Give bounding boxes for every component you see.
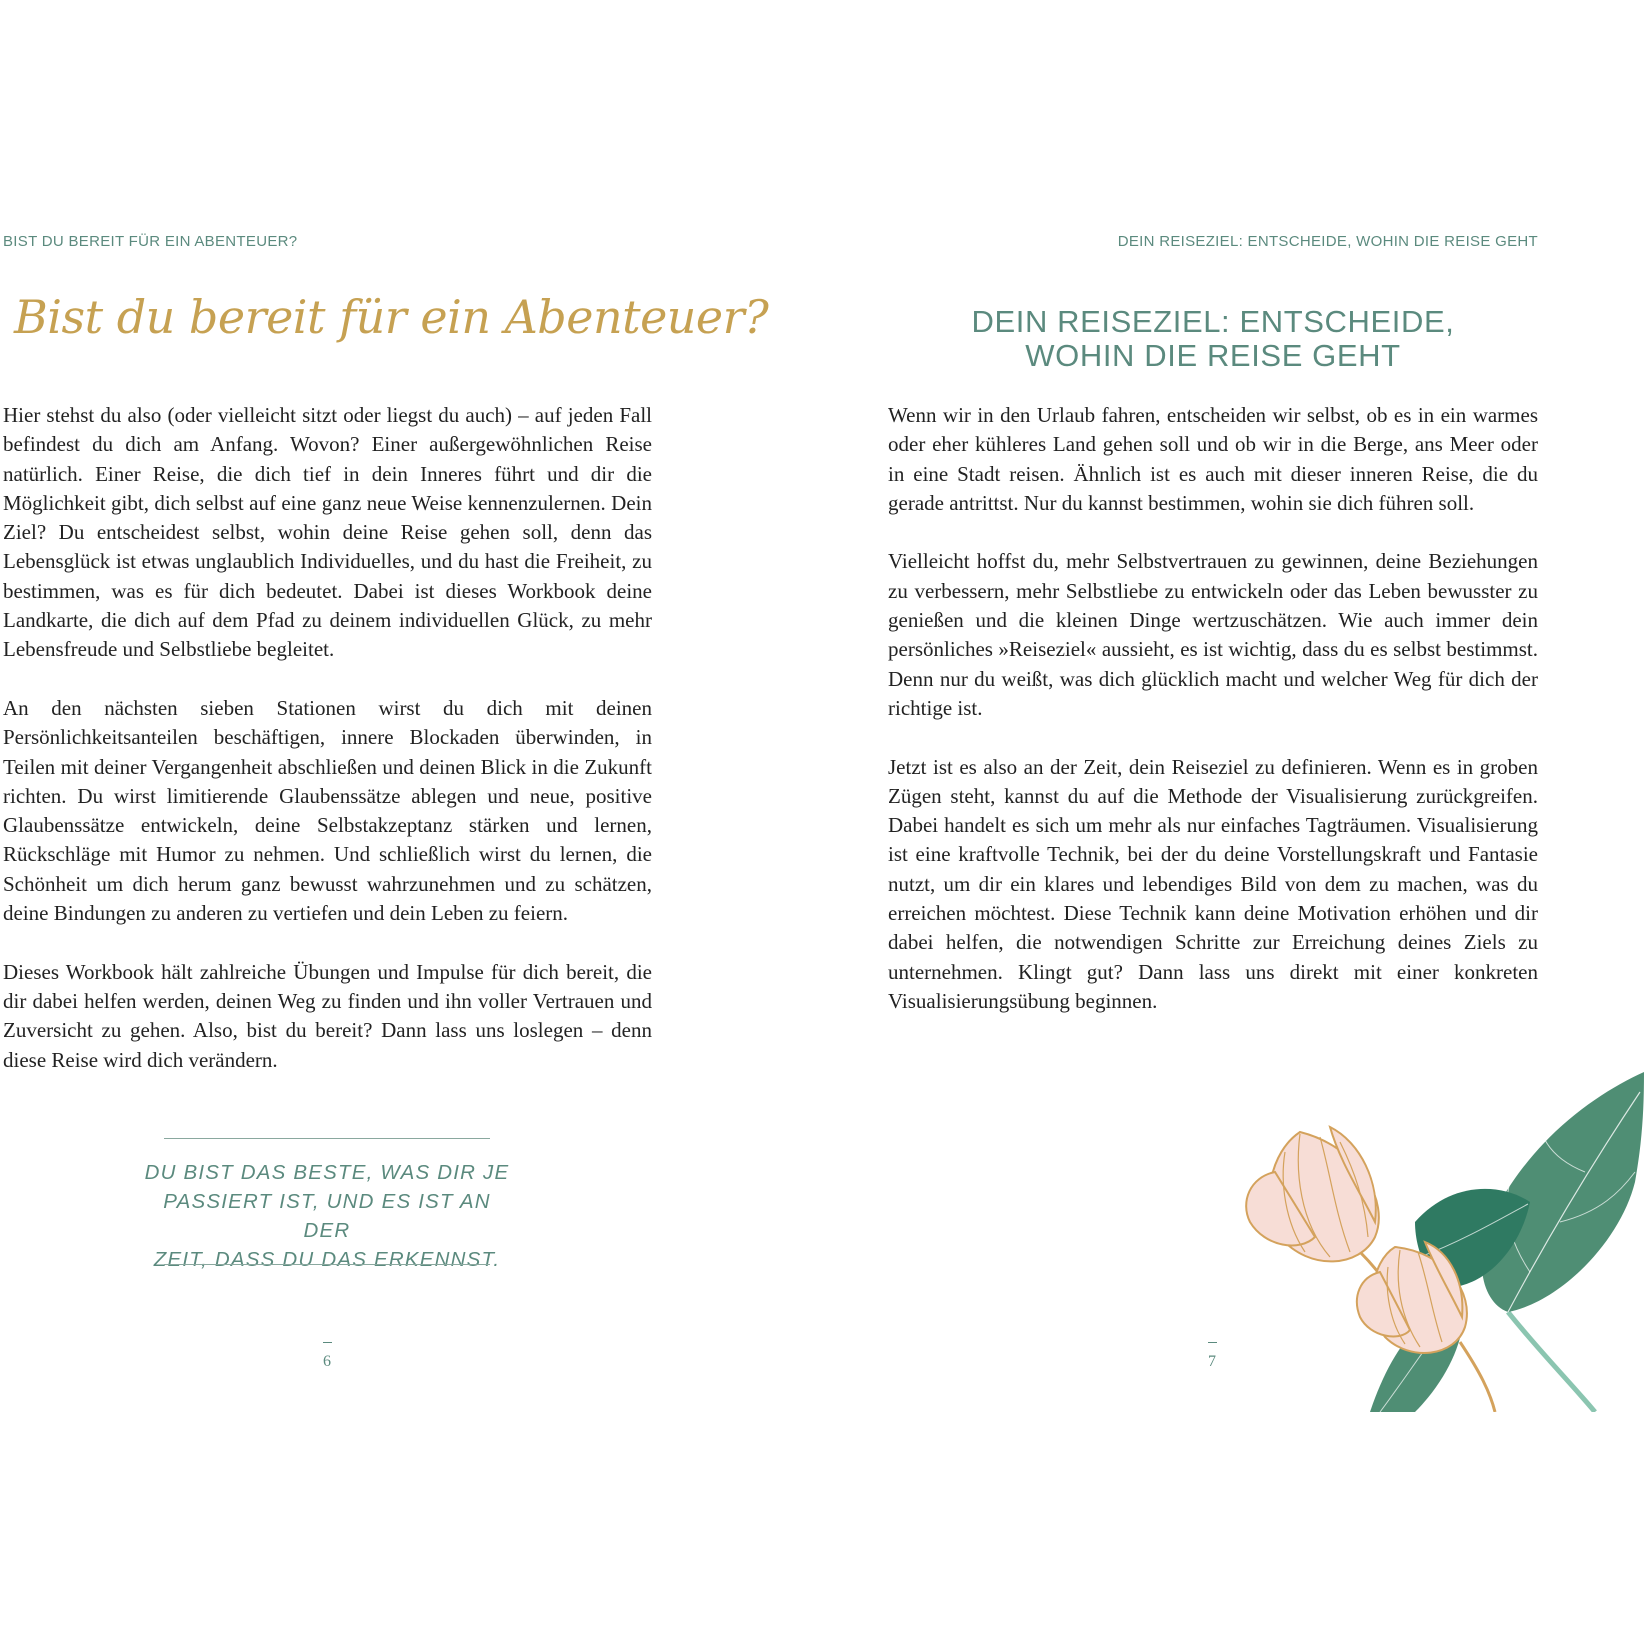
- page-number-left: 6: [307, 1342, 347, 1371]
- running-head-left: BIST DU BEREIT FÜR EIN ABENTEUER?: [3, 233, 298, 250]
- right-page-heading: [888, 305, 1538, 373]
- lotus-flower-icon: [1240, 1072, 1644, 1412]
- quote-line: ZEIT, DASS DU DAS ERKENNST.: [153, 1248, 501, 1271]
- paragraph: Wenn wir in den Urlaub fahren, entscheiden wir selbst, ob es in ein warmes oder eher kühleres Land gehen soll und ob wir in die Berge, ans Meer oder in eine Stadt reisen. Ähnlich ist es auch mit dieser inneren Reise, die du gerade antrittst. Nur du kannst bestimmen, wohin sie dich führen soll.: [888, 403, 1538, 515]
- running-head-right: DEIN REISEZIEL: ENTSCHEIDE, WOHIN DIE REISE GEHT: [1117, 233, 1538, 250]
- paragraph: Dieses Workbook hält zahlreiche Übungen und Impulse für dich bereit, die dir dabei helfen werden, deinen Weg zu finden und ihn voller Vertrauen und Zuversicht zu gehen. Also, bist du bereit? Dann lass uns loslegen – denn diese Reise wird dich verändern.: [3, 959, 652, 1072]
- left-page-title: Bist du bereit für ein Abenteuer?: [14, 290, 769, 344]
- quote-line: DU BIST DAS BESTE, WAS DIR JE: [144, 1161, 510, 1184]
- pull-quote: [140, 1158, 514, 1274]
- right-page-body: [888, 401, 1538, 1046]
- paragraph: Hier stehst du also (oder vielleicht sitzt oder liegst du auch) – auf jeden Fall befindest du dich am Anfang. Wovon? Einer außergewöhnlichen Reise natürlich. Einer Reise, die dich tief in dein Inneres führt und dir die Möglichkeit gibt, dich selbst auf eine ganz neue Weise kennenzulernen. Dein Ziel? Du entscheidest selbst, wohin deine Reise gehen soll, denn das Lebensglück ist etwas unglaublich Individuelles, und du hast die Freiheit, zu bestimmen, was es für dich bedeutet. Dabei ist dieses Workbook deine Landkarte, die dich auf dem Pfad zu deinem individuellen Glück, zu mehr Lebensfreude und Selbstliebe begleitet.: [3, 403, 652, 662]
- paragraph: An den nächsten sieben Stationen wirst du dich mit deinen Persönlichkeitsanteilen beschäftigen, innere Blockaden überwinden, in Teilen mit deiner Vergangenheit abschließen und deinen Blick in die Zukunft richten. Du wirst limitierende Glaubenssätze ablegen und neue, positive Glaubenssätze entwickeln, deine Selbstakzeptanz stärken und lernen, Rückschläge mit Humor zu nehmen. Und schließlich wirst du lernen, die Schönheit um dich herum ganz bewusst wahrzunehmen und zu schätzen, deine Bindungen zu anderen zu vertiefen und dein Leben zu feiern.: [3, 695, 652, 926]
- quote-rule-top: [164, 1138, 490, 1139]
- heading-line: DEIN REISEZIEL: ENTSCHEIDE,: [971, 304, 1455, 339]
- quote-rule-bottom: [164, 1264, 490, 1265]
- page-number-right: 7: [1192, 1342, 1232, 1371]
- left-page-body: [3, 401, 652, 1104]
- heading-line: WOHIN DIE REISE GEHT: [1025, 338, 1401, 373]
- paragraph: Jetzt ist es also an der Zeit, dein Reiseziel zu definieren. Wenn es in groben Zügen steht, kannst du auf die Methode der Visualisierung zurückgreifen. Dabei handelt es sich um mehr als nur einfaches Tagträumen. Visualisierung ist eine kraftvolle Technik, bei der du deine Vorstellungskraft und Fantasie nutzt, um dir ein klares und lebendiges Bild von dem zu machen, was du erreichen möchtest. Diese Technik kann deine Motivation erhöhen und dir dabei helfen, die notwendigen Schritte zur Erreichung deines Ziels zu unternehmen. Klingt gut? Dann lass uns direkt mit einer konkreten Visualisierungsübung beginnen.: [888, 754, 1538, 1013]
- paragraph: Vielleicht hoffst du, mehr Selbstvertrauen zu gewinnen, deine Beziehungen zu verbessern, mehr Selbstliebe zu entwickeln oder das Leben bewusster zu genießen und die kleinen Dinge wertzuschätzen. Wie auch immer dein persönliches »Reiseziel« aussieht, es ist wichtig, dass du es selbst bestimmst. Denn nur du weißt, was dich glücklich macht und welcher Weg für dich der richtige ist.: [888, 549, 1538, 720]
- quote-line: PASSIERT IST, UND ES IST AN DER: [163, 1190, 491, 1242]
